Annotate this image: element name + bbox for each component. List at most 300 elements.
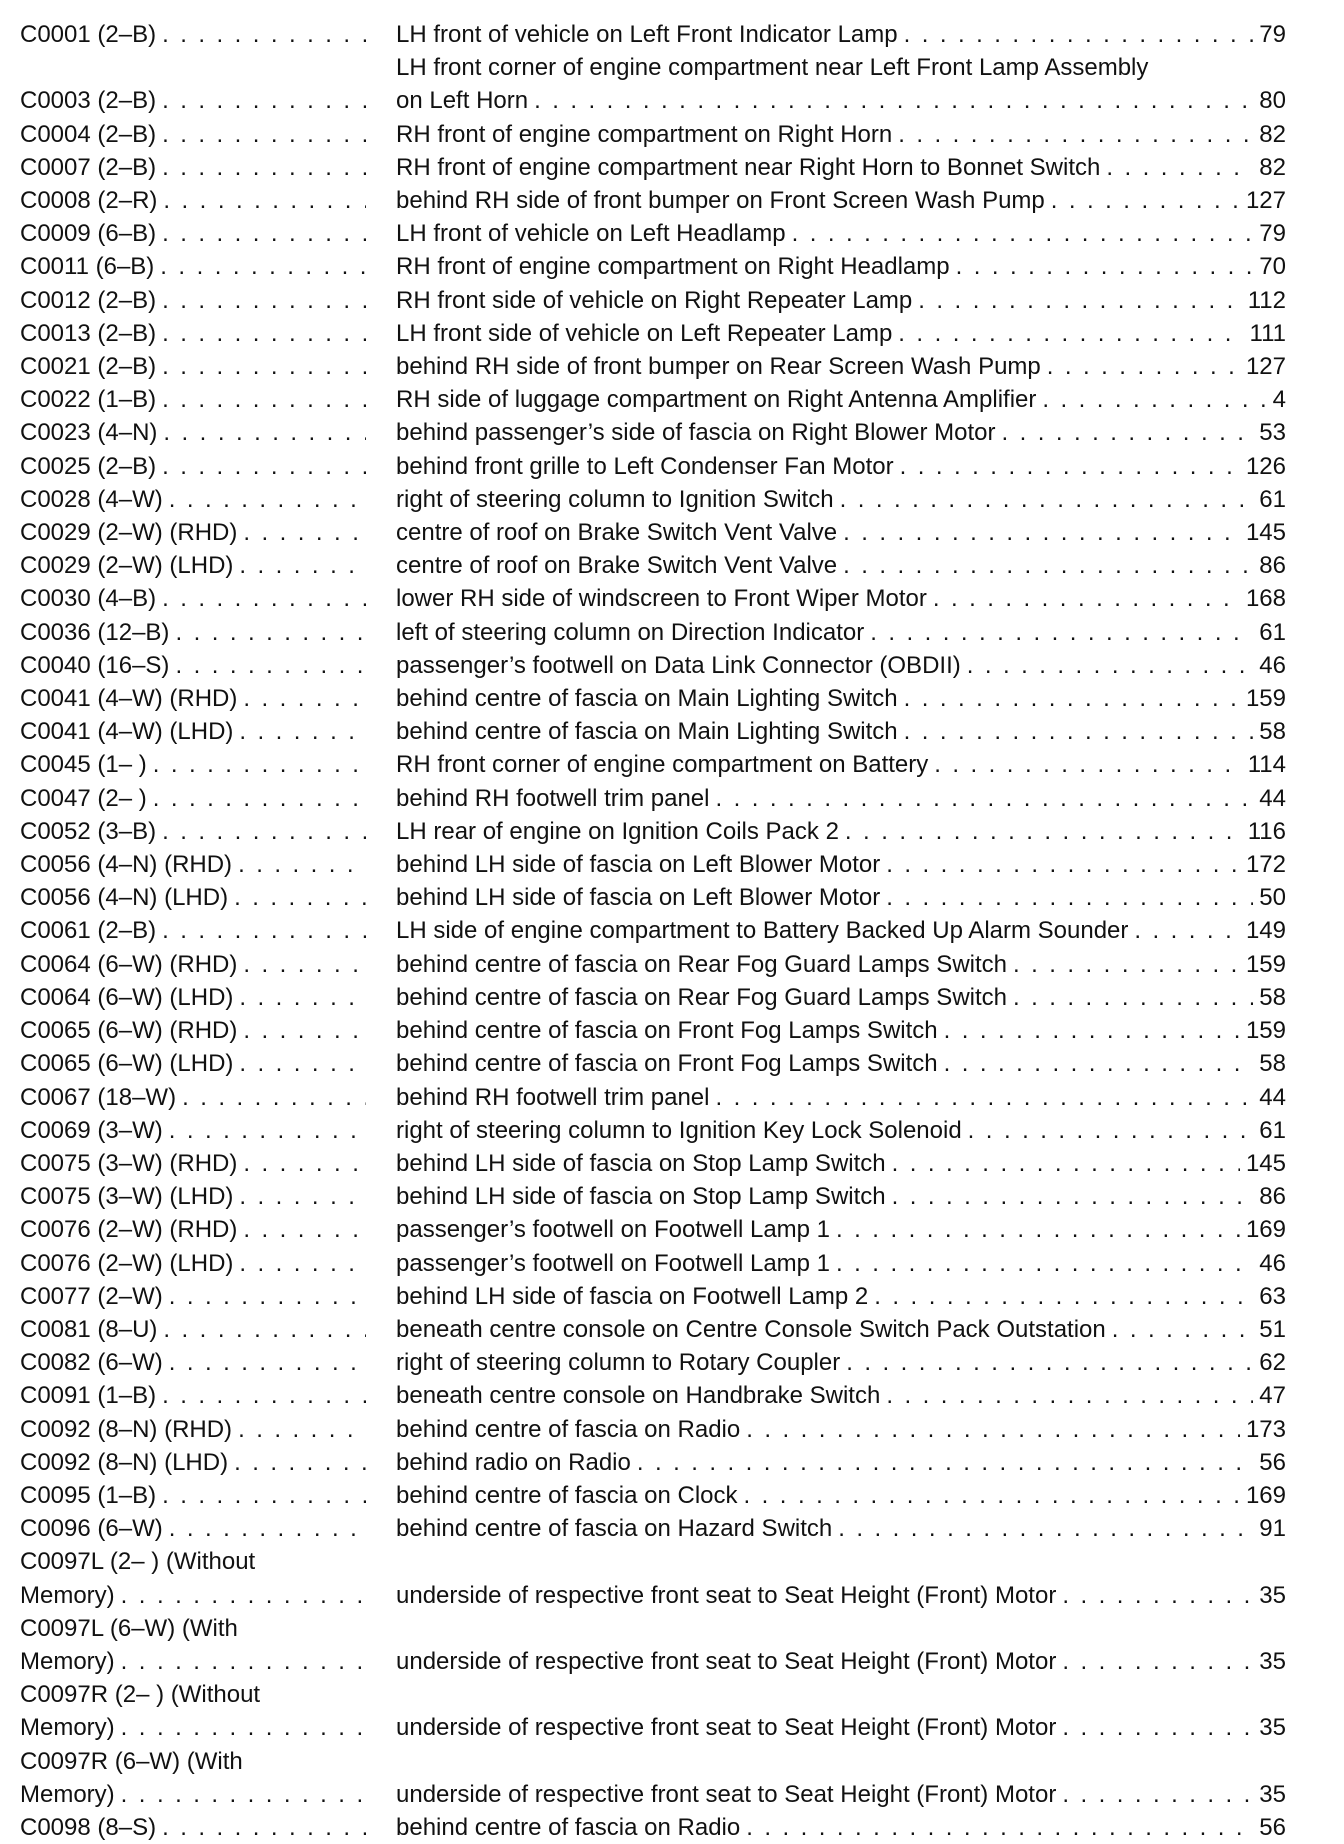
leader-dots — [836, 1247, 1253, 1280]
leader-dots — [1062, 1579, 1253, 1612]
index-entry — [20, 1147, 1286, 1180]
location-text: behind LH side of fascia on Stop Lamp Switch — [396, 1149, 886, 1177]
index-entry — [20, 1413, 1286, 1446]
connector-id: C0004 (2–B) — [20, 120, 157, 148]
leader-dots — [1047, 350, 1240, 383]
location-cell — [396, 1512, 1286, 1545]
leader-dots — [238, 1413, 366, 1446]
page-number: 126 — [1245, 452, 1286, 480]
location-cell — [396, 284, 1286, 317]
leader-dots — [160, 250, 366, 283]
leader-dots — [967, 649, 1254, 682]
page-number: 62 — [1259, 1349, 1286, 1377]
location-cell — [396, 715, 1286, 748]
connector-cell — [20, 1379, 396, 1412]
leader-dots — [1134, 914, 1240, 947]
location-text: passenger’s footwell on Footwell Lamp 1 — [396, 1216, 831, 1244]
connector-id: C0003 (2–B) — [20, 87, 157, 115]
connector-id: C0097R (6–W) (With — [20, 1747, 243, 1775]
index-entry — [20, 250, 1286, 283]
location-cell — [396, 815, 1286, 848]
connector-id: C0061 (2–B) — [20, 917, 157, 945]
leader-dots — [892, 1180, 1254, 1213]
location-text: left of steering column on Direction Indicator — [396, 618, 865, 646]
leader-dots — [846, 1346, 1253, 1379]
leader-dots — [162, 450, 366, 483]
connector-cell — [20, 18, 396, 51]
index-entry — [20, 715, 1286, 748]
leader-dots — [239, 715, 366, 748]
leader-dots — [836, 1213, 1240, 1246]
location-text: behind RH side of front bumper on Rear Screen Wash Pump — [396, 353, 1041, 381]
connector-cell — [20, 1346, 396, 1379]
page-number: 145 — [1245, 519, 1286, 547]
leader-dots — [1051, 184, 1240, 217]
index-entry — [20, 1612, 1286, 1678]
leader-dots — [175, 649, 366, 682]
leader-dots — [886, 881, 1253, 914]
location-cell — [396, 151, 1286, 184]
connector-id: C0056 (4–N) (LHD) — [20, 884, 229, 912]
location-text: underside of respective front seat to Seat Height (Front) Motor — [396, 1780, 1057, 1808]
location-text: centre of roof on Brake Switch Vent Valve — [396, 552, 838, 580]
location-cell — [396, 383, 1286, 416]
connector-id: C0041 (4–W) (RHD) — [20, 685, 238, 713]
location-text: behind centre of fascia on Hazard Switch — [396, 1515, 833, 1543]
connector-cell — [20, 1280, 396, 1313]
page-number: 114 — [1247, 751, 1286, 779]
connector-id: C0040 (16–S) — [20, 651, 170, 679]
leader-dots — [637, 1446, 1253, 1479]
index-entry — [20, 1114, 1286, 1147]
location-text: centre of roof on Brake Switch Vent Valve — [396, 519, 838, 547]
location-cell — [396, 317, 1286, 350]
leader-dots — [1062, 1645, 1253, 1678]
page-number: 35 — [1259, 1581, 1286, 1609]
leader-dots — [121, 1778, 366, 1811]
location-cell — [396, 682, 1286, 715]
location-cell — [396, 1579, 1286, 1612]
connector-cell — [20, 1512, 396, 1545]
location-text: behind RH side of front bumper on Front Screen Wash Pump — [396, 187, 1045, 215]
leader-dots — [239, 1247, 366, 1280]
connector-cell — [20, 748, 396, 781]
page-number: 159 — [1245, 685, 1286, 713]
leader-dots — [121, 1711, 366, 1744]
page-number: 173 — [1245, 1415, 1286, 1443]
page-number: 82 — [1259, 120, 1286, 148]
location-cell — [396, 914, 1286, 947]
leader-dots — [892, 1147, 1240, 1180]
leader-dots — [1062, 1711, 1253, 1744]
page-number: 145 — [1245, 1149, 1286, 1177]
location-text: LH side of engine compartment to Battery Backed Up Alarm Sounder — [396, 917, 1129, 945]
connector-cell — [20, 1545, 396, 1611]
page-number: 127 — [1245, 187, 1286, 215]
location-cell — [396, 981, 1286, 1014]
location-cell — [396, 184, 1286, 217]
connector-cell — [20, 284, 396, 317]
location-cell — [396, 616, 1286, 649]
connector-id: C0092 (8–N) (LHD) — [20, 1448, 229, 1476]
location-cell — [396, 483, 1286, 516]
index-entry — [20, 350, 1286, 383]
index-entry — [20, 1346, 1286, 1379]
location-cell — [396, 51, 1286, 117]
connector-id: C0091 (1–B) — [20, 1382, 157, 1410]
connector-id: Memory) — [20, 1647, 115, 1675]
leader-dots — [886, 848, 1240, 881]
location-cell — [396, 1711, 1286, 1744]
connector-id: C0096 (6–W) — [20, 1515, 163, 1543]
connector-id: C0081 (8–U) — [20, 1315, 158, 1343]
leader-dots — [1013, 981, 1253, 1014]
leader-dots — [239, 1180, 366, 1213]
page-number: 80 — [1259, 87, 1286, 115]
leader-dots — [182, 1081, 366, 1114]
connector-id: C0092 (8–N) (RHD) — [20, 1415, 233, 1443]
index-entry — [20, 1313, 1286, 1346]
index-entry — [20, 549, 1286, 582]
location-cell — [396, 1413, 1286, 1446]
leader-dots — [162, 217, 366, 250]
location-text: on Left Horn — [396, 87, 529, 115]
location-cell — [396, 748, 1286, 781]
location-cell — [396, 649, 1286, 682]
location-text: behind centre of fascia on Radio — [396, 1415, 741, 1443]
leader-dots — [239, 549, 366, 582]
connector-id: C0022 (1–B) — [20, 386, 157, 414]
leader-dots — [845, 815, 1242, 848]
index-entry — [20, 51, 1286, 117]
location-cell — [396, 250, 1286, 283]
page-number: 58 — [1259, 718, 1286, 746]
page-number: 46 — [1259, 651, 1286, 679]
leader-dots — [716, 1081, 1254, 1114]
location-cell — [396, 848, 1286, 881]
connector-cell — [20, 1811, 396, 1844]
leader-dots — [904, 682, 1240, 715]
leader-dots — [870, 616, 1253, 649]
leader-dots — [534, 84, 1253, 117]
location-cell — [396, 1213, 1286, 1246]
connector-cell — [20, 815, 396, 848]
leader-dots — [234, 1446, 366, 1479]
location-text: underside of respective front seat to Seat Height (Front) Motor — [396, 1581, 1057, 1609]
page-number: 116 — [1247, 817, 1286, 845]
leader-dots — [900, 450, 1240, 483]
location-cell — [396, 1014, 1286, 1047]
location-cell — [396, 1379, 1286, 1412]
connector-id: Memory) — [20, 1780, 115, 1808]
leader-dots — [243, 1147, 366, 1180]
connector-cell — [20, 948, 396, 981]
connector-id: C0095 (1–B) — [20, 1481, 157, 1509]
index-entry — [20, 450, 1286, 483]
index-entry — [20, 18, 1286, 51]
index-entry — [20, 516, 1286, 549]
leader-dots — [716, 782, 1254, 815]
location-text: LH front side of vehicle on Left Repeater Lamp — [396, 319, 893, 347]
connector-id: C0011 (6–B) — [20, 253, 155, 281]
location-cell — [396, 516, 1286, 549]
leader-dots — [175, 616, 366, 649]
connector-cell — [20, 549, 396, 582]
location-text: passenger’s footwell on Footwell Lamp 1 — [396, 1249, 831, 1277]
connector-cell — [20, 1313, 396, 1346]
index-entry — [20, 981, 1286, 1014]
connector-id: C0075 (3–W) (LHD) — [20, 1183, 234, 1211]
page-number: 61 — [1259, 485, 1286, 513]
connector-cell — [20, 1612, 396, 1678]
connector-cell — [20, 118, 396, 151]
index-entry — [20, 1479, 1286, 1512]
connector-cell — [20, 1446, 396, 1479]
leader-dots — [162, 815, 366, 848]
location-text: behind centre of fascia on Front Fog Lamps Switch — [396, 1050, 938, 1078]
leader-dots — [243, 682, 366, 715]
page-number: 44 — [1259, 784, 1286, 812]
connector-id: C0029 (2–W) (RHD) — [20, 519, 238, 547]
leader-dots — [1013, 948, 1240, 981]
location-text: RH front of engine compartment on Right Headlamp — [396, 253, 950, 281]
location-cell — [396, 1147, 1286, 1180]
leader-dots — [121, 1579, 366, 1612]
leader-dots — [918, 284, 1241, 317]
location-text: right of steering column to Rotary Coupler — [396, 1349, 841, 1377]
connector-cell — [20, 1081, 396, 1114]
location-text: passenger’s footwell on Data Link Connector (OBDII) — [396, 651, 961, 679]
connector-cell — [20, 1745, 396, 1811]
connector-cell — [20, 383, 396, 416]
connector-cell — [20, 1047, 396, 1080]
index-entry — [20, 881, 1286, 914]
index-entry — [20, 284, 1286, 317]
page-number: 169 — [1245, 1481, 1286, 1509]
leader-dots — [162, 18, 366, 51]
leader-dots — [162, 317, 366, 350]
location-cell — [396, 948, 1286, 981]
connector-id: C0067 (18–W) — [20, 1083, 177, 1111]
page-number: 86 — [1259, 1183, 1286, 1211]
location-text: behind LH side of fascia on Left Blower Motor — [396, 884, 881, 912]
leader-dots — [944, 1047, 1254, 1080]
location-cell — [396, 1114, 1286, 1147]
connector-cell — [20, 317, 396, 350]
connector-id: C0097L (2– ) (Without — [20, 1548, 256, 1576]
connector-id: C0007 (2–B) — [20, 153, 157, 181]
leader-dots — [162, 1479, 366, 1512]
connector-cell — [20, 1114, 396, 1147]
location-text: right of steering column to Ignition Key Lock Solenoid — [396, 1116, 962, 1144]
page-number: 53 — [1259, 419, 1286, 447]
index-entry — [20, 1678, 1286, 1744]
location-text: lower RH side of windscreen to Front Wiper Motor — [396, 585, 927, 613]
leader-dots — [898, 118, 1253, 151]
location-text: behind LH side of fascia on Stop Lamp Switch — [396, 1183, 886, 1211]
location-cell — [396, 881, 1286, 914]
leader-dots — [243, 1014, 366, 1047]
leader-dots — [243, 516, 366, 549]
leader-dots — [243, 948, 366, 981]
location-text: behind centre of fascia on Front Fog Lamps Switch — [396, 1017, 938, 1045]
page-number: 79 — [1259, 21, 1286, 48]
location-cell — [396, 118, 1286, 151]
location-text: RH side of luggage compartment on Right Antenna Amplifier — [396, 386, 1037, 414]
leader-dots — [840, 483, 1254, 516]
connector-id: C0052 (3–B) — [20, 817, 157, 845]
location-cell — [396, 1247, 1286, 1280]
connector-id: C0009 (6–B) — [20, 220, 157, 248]
location-text: behind centre of fascia on Rear Fog Guard Lamps Switch — [396, 983, 1007, 1011]
location-text: RH front corner of engine compartment on Battery — [396, 751, 929, 779]
page-number: 168 — [1245, 585, 1286, 613]
page-number: 61 — [1259, 1116, 1286, 1144]
location-text: underside of respective front seat to Seat Height (Front) Motor — [396, 1647, 1057, 1675]
location-cell — [396, 1811, 1286, 1844]
index-entry — [20, 151, 1286, 184]
index-entry — [20, 118, 1286, 151]
location-text: behind centre of fascia on Rear Fog Guard Lamps Switch — [396, 950, 1007, 978]
index-entry — [20, 1280, 1286, 1313]
index-entry — [20, 582, 1286, 615]
location-cell — [396, 549, 1286, 582]
index-entry — [20, 682, 1286, 715]
connector-id: C0097R (2– ) (Without — [20, 1681, 261, 1709]
index-entry — [20, 1545, 1286, 1611]
leader-dots — [874, 1280, 1253, 1313]
page-number: 82 — [1259, 153, 1286, 181]
location-text: behind centre of fascia on Clock — [396, 1481, 738, 1509]
page-number: 159 — [1245, 1017, 1286, 1045]
location-cell — [396, 1313, 1286, 1346]
connector-cell — [20, 217, 396, 250]
connector-cell — [20, 1479, 396, 1512]
page-number: 44 — [1259, 1083, 1286, 1111]
index-entry — [20, 1247, 1286, 1280]
connector-id: C0012 (2–B) — [20, 286, 157, 314]
location-text: beneath centre console on Centre Console Switch Pack Outstation — [396, 1315, 1106, 1343]
index-entry — [20, 184, 1286, 217]
page-number: 56 — [1259, 1448, 1286, 1476]
connector-id: C0025 (2–B) — [20, 452, 157, 480]
index-entry — [20, 1081, 1286, 1114]
location-text: behind centre of fascia on Main Lighting Switch — [396, 685, 898, 713]
connector-cell — [20, 84, 396, 117]
leader-dots — [1106, 151, 1253, 184]
connector-cell — [20, 782, 396, 815]
connector-cell — [20, 914, 396, 947]
connector-cell — [20, 582, 396, 615]
index-entry — [20, 317, 1286, 350]
index-entry — [20, 782, 1286, 815]
connector-cell — [20, 1147, 396, 1180]
leader-dots — [243, 1213, 366, 1246]
connector-cell — [20, 1413, 396, 1446]
index-entry — [20, 616, 1286, 649]
index-entry — [20, 1014, 1286, 1047]
connector-cell — [20, 1180, 396, 1213]
leader-dots — [886, 1379, 1253, 1412]
location-text: behind centre of fascia on Main Lighting Switch — [396, 718, 898, 746]
connector-id: C0047 (2– ) — [20, 784, 147, 812]
connector-id: C0069 (3–W) — [20, 1116, 163, 1144]
location-cell — [396, 18, 1286, 51]
connector-index — [20, 18, 1286, 1844]
leader-dots — [944, 1014, 1240, 1047]
connector-cell — [20, 483, 396, 516]
connector-id: C0021 (2–B) — [20, 353, 157, 381]
location-cell — [396, 350, 1286, 383]
location-text: behind RH footwell trim panel — [396, 1083, 710, 1111]
connector-cell — [20, 881, 396, 914]
location-text: RH front of engine compartment on Right Horn — [396, 120, 893, 148]
leader-dots — [162, 582, 366, 615]
leader-dots — [162, 383, 366, 416]
page-number: 159 — [1245, 950, 1286, 978]
location-text: LH rear of engine on Ignition Coils Pack 2 — [396, 817, 839, 845]
connector-id: C0028 (4–W) — [20, 485, 163, 513]
location-cell — [396, 1180, 1286, 1213]
page-number: 149 — [1245, 917, 1286, 945]
leader-dots — [169, 1280, 366, 1313]
leader-dots — [169, 1512, 366, 1545]
leader-dots — [169, 1114, 366, 1147]
page-number: 4 — [1272, 386, 1286, 414]
location-cell — [396, 217, 1286, 250]
location-cell — [396, 1479, 1286, 1512]
page-number: 35 — [1259, 1714, 1286, 1742]
leader-dots — [162, 284, 366, 317]
index-entry — [20, 848, 1286, 881]
location-text: underside of respective front seat to Seat Height (Front) Motor — [396, 1714, 1057, 1742]
page-number: 47 — [1259, 1382, 1286, 1410]
leader-dots — [121, 1645, 366, 1678]
location-cell — [396, 450, 1286, 483]
location-cell — [396, 1081, 1286, 1114]
connector-id: C0065 (6–W) (LHD) — [20, 1050, 234, 1078]
leader-dots — [162, 84, 366, 117]
connector-id: C0001 (2–B) — [20, 21, 157, 48]
index-entry — [20, 1811, 1286, 1844]
leader-dots — [838, 1512, 1253, 1545]
page-number: 56 — [1259, 1813, 1286, 1841]
leader-dots — [1001, 416, 1253, 449]
leader-dots — [843, 516, 1240, 549]
leader-dots — [934, 748, 1241, 781]
connector-cell — [20, 981, 396, 1014]
index-entry — [20, 483, 1286, 516]
leader-dots — [904, 18, 1254, 51]
connector-cell — [20, 1014, 396, 1047]
leader-dots — [162, 151, 366, 184]
leader-dots — [239, 1047, 366, 1080]
leader-dots — [162, 118, 366, 151]
index-entry — [20, 217, 1286, 250]
connector-cell — [20, 649, 396, 682]
connector-id: Memory) — [20, 1581, 115, 1609]
connector-id: C0008 (2–R) — [20, 187, 158, 215]
location-text: right of steering column to Ignition Switch — [396, 485, 834, 513]
connector-cell — [20, 516, 396, 549]
connector-cell — [20, 1678, 396, 1744]
leader-dots — [956, 250, 1254, 283]
connector-id: C0065 (6–W) (RHD) — [20, 1017, 238, 1045]
index-entry — [20, 1213, 1286, 1246]
connector-id: C0030 (4–B) — [20, 585, 157, 613]
page-number: 91 — [1259, 1515, 1286, 1543]
leader-dots — [744, 1479, 1240, 1512]
